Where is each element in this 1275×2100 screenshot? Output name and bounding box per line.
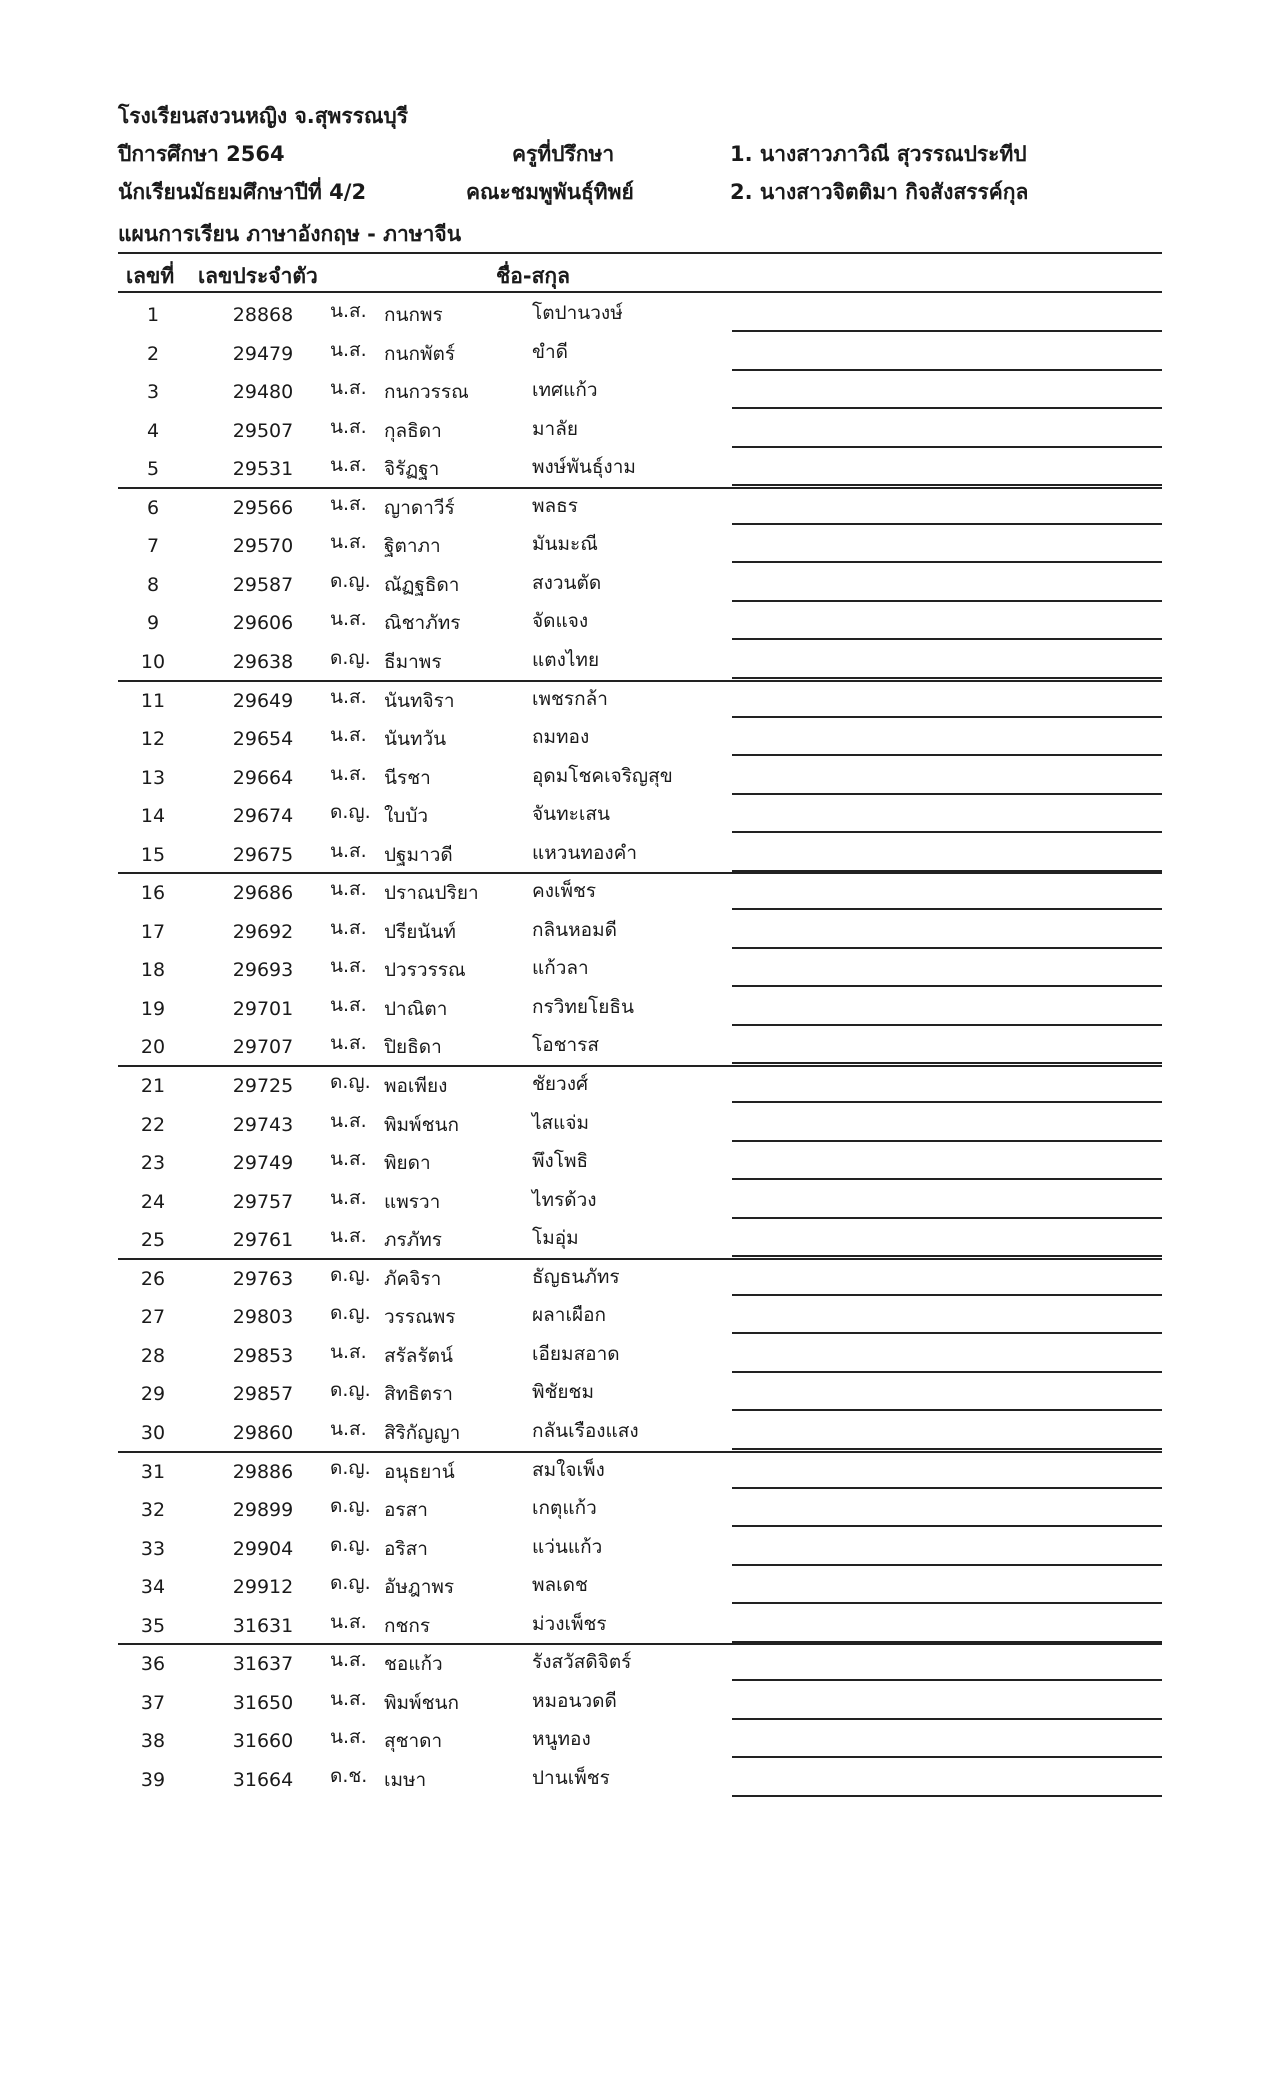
last-name: เพชรกล้า: [532, 687, 608, 710]
first-name: สิริกัญญา: [384, 1421, 461, 1444]
name-prefix: น.ส.: [330, 1225, 367, 1248]
student-id: 28868: [232, 304, 294, 326]
table-row: [0, 294, 1275, 332]
student-number: 37: [140, 1691, 166, 1714]
student-number: 17: [140, 920, 166, 943]
first-name: วรรณพร: [384, 1306, 456, 1329]
student-number: 24: [140, 1190, 166, 1213]
first-name: ปฐมาวดี: [384, 843, 453, 866]
first-name: นีรชา: [384, 766, 431, 789]
last-name: ม่วงเพ็ชร: [532, 1612, 607, 1635]
student-id: 29757: [232, 1190, 294, 1213]
table-row: [0, 1373, 1275, 1411]
first-name: ณัฏฐธิดา: [384, 573, 460, 596]
student-number: 29: [140, 1383, 166, 1406]
name-prefix: ด.ญ.: [330, 646, 371, 669]
name-prefix: น.ส.: [330, 916, 367, 939]
last-name: กลันเรืองแสง: [532, 1419, 639, 1442]
name-prefix: ด.ญ.: [330, 1533, 371, 1556]
first-name: พิยดา: [384, 1152, 431, 1175]
column-header-student-id: เลขประจำตัว: [198, 264, 318, 288]
table-row: [0, 525, 1275, 563]
name-prefix: น.ส.: [330, 955, 367, 978]
table-row: [0, 795, 1275, 833]
table-row: [0, 1605, 1275, 1643]
last-name: โมอุ่ม: [532, 1227, 579, 1250]
first-name: ปิยธิดา: [384, 1036, 442, 1059]
student-number: 7: [146, 535, 160, 558]
last-name: กรวิทยโยธิน: [532, 995, 634, 1018]
student-id: 29675: [232, 843, 294, 866]
student-number: 8: [146, 573, 160, 596]
name-prefix: ด.ญ.: [330, 569, 371, 592]
table-row: [0, 1258, 1275, 1296]
student-id: 29725: [232, 1075, 294, 1097]
name-prefix: น.ส.: [330, 1417, 367, 1440]
last-name: รังสวัสดิจิตร์: [532, 1651, 632, 1674]
last-name: หมอนวดดี: [532, 1689, 617, 1712]
first-name: ภัคจิรา: [384, 1267, 442, 1290]
student-number: 28: [140, 1344, 166, 1367]
student-number: 39: [140, 1768, 166, 1791]
school-name: โรงเรียนสงวนหญิง จ.สุพรรณบุรี: [118, 104, 409, 128]
student-id: 29886: [232, 1460, 294, 1483]
first-name: อัษฎาพร: [384, 1576, 455, 1599]
name-prefix: น.ส.: [330, 531, 367, 554]
last-name: แก้วลา: [532, 957, 589, 980]
student-id: 29803: [232, 1306, 294, 1329]
table-row: [0, 757, 1275, 795]
first-name: นันทจิรา: [384, 689, 455, 712]
student-number: 19: [140, 997, 166, 1020]
first-name: กนกพัตร์: [384, 342, 456, 365]
last-name: เกตุแก้ว: [532, 1497, 597, 1520]
name-prefix: น.ส.: [330, 1687, 367, 1710]
last-name: พลเดช: [532, 1574, 588, 1597]
first-name: แพรวา: [384, 1190, 441, 1213]
last-name: โอชารส: [532, 1034, 599, 1057]
student-number: 22: [140, 1113, 166, 1136]
first-name: สรัลรัตน์: [384, 1344, 453, 1367]
table-row: [0, 872, 1275, 910]
column-header-name: ชื่อ-สกุล: [496, 264, 570, 288]
student-number: 9: [146, 612, 160, 635]
table-row: [0, 448, 1275, 486]
last-name: พิชัยชม: [532, 1381, 594, 1404]
first-name: กุลธิดา: [384, 419, 442, 442]
name-prefix: น.ส.: [330, 839, 367, 862]
study-plan: แผนการเรียน ภาษาอังกฤษ - ภาษาจีน: [118, 222, 462, 246]
first-name: กนกวรรณ: [384, 381, 469, 404]
name-prefix: น.ส.: [330, 685, 367, 708]
student-number: 2: [146, 342, 160, 365]
class-level: นักเรียนมัธยมศึกษาปีที่ 4/2: [118, 180, 367, 204]
student-number: 33: [140, 1537, 166, 1560]
student-number: 16: [140, 882, 166, 905]
student-id: 29857: [232, 1383, 294, 1406]
student-id: 29587: [232, 573, 294, 596]
last-name: มันมะณี: [532, 533, 598, 556]
student-number: 11: [140, 689, 166, 712]
student-id: 29912: [232, 1576, 294, 1599]
first-name: สุชาดา: [384, 1730, 443, 1753]
first-name: จิรัฏฐา: [384, 458, 440, 481]
table-row: [0, 949, 1275, 987]
table-row: [0, 371, 1275, 409]
student-id: 29531: [232, 458, 294, 481]
first-name: นันทวัน: [384, 728, 447, 751]
name-prefix: น.ส.: [330, 1186, 367, 1209]
student-id: 29763: [232, 1267, 294, 1290]
student-id: 31660: [232, 1730, 294, 1753]
name-prefix: น.ส.: [330, 1032, 367, 1055]
student-number: 20: [140, 1036, 166, 1059]
signature-line: [732, 1795, 1162, 1797]
name-prefix: น.ส.: [330, 338, 367, 361]
name-prefix: น.ส.: [330, 454, 367, 477]
table-row: [0, 1720, 1275, 1758]
student-id: 29674: [232, 805, 294, 828]
first-name: พอเพียง: [384, 1075, 448, 1097]
student-id: 29692: [232, 920, 294, 943]
student-number: 25: [140, 1229, 166, 1252]
table-row: [0, 1489, 1275, 1527]
table-row: [0, 1219, 1275, 1257]
last-name: กลินหอมดี: [532, 918, 617, 941]
last-name: หนูทอง: [532, 1728, 591, 1751]
advisor-2: 2. นางสาวจิตติมา กิจสังสรรค์กุล: [730, 180, 1029, 204]
last-name: โตปานวงษ์: [532, 302, 623, 324]
student-number: 26: [140, 1267, 166, 1290]
name-prefix: น.ส.: [330, 377, 367, 400]
table-row: [0, 718, 1275, 756]
student-id: 29743: [232, 1113, 294, 1136]
student-number: 1: [146, 304, 160, 326]
student-id: 29749: [232, 1152, 294, 1175]
student-id: 29899: [232, 1499, 294, 1522]
table-row: [0, 1296, 1275, 1334]
last-name: ถมทอง: [532, 726, 590, 749]
last-name: แหวนทองคำ: [532, 841, 638, 864]
student-id: 31637: [232, 1653, 294, 1676]
student-number: 13: [140, 766, 166, 789]
name-prefix: ด.ญ.: [330, 1071, 371, 1093]
student-number: 34: [140, 1576, 166, 1599]
last-name: พึงโพธิ: [532, 1150, 589, 1173]
student-id: 29570: [232, 535, 294, 558]
student-id: 29606: [232, 612, 294, 635]
student-number: 23: [140, 1152, 166, 1175]
name-prefix: ด.ญ.: [330, 1379, 371, 1402]
name-prefix: น.ส.: [330, 724, 367, 747]
first-name: พิมพ์ชนก: [384, 1691, 459, 1714]
last-name: แว่นแก้ว: [532, 1535, 603, 1558]
table-row: [0, 1643, 1275, 1681]
advisor-heading: ครูที่ปรึกษา: [512, 142, 615, 166]
table-row: [0, 1335, 1275, 1373]
last-name: จันทะเสน: [532, 803, 610, 826]
first-name: กชกร: [384, 1614, 431, 1637]
student-number: 21: [140, 1075, 166, 1097]
student-id: 31664: [232, 1768, 294, 1791]
student-number: 4: [146, 419, 160, 442]
name-prefix: น.ส.: [330, 415, 367, 438]
name-prefix: ด.ญ.: [330, 1495, 371, 1518]
student-id: 31650: [232, 1691, 294, 1714]
student-id: 29707: [232, 1036, 294, 1059]
first-name: ปาณิตา: [384, 997, 448, 1020]
last-name: มาลัย: [532, 417, 578, 440]
student-number: 5: [146, 458, 160, 481]
name-prefix: ด.ญ.: [330, 801, 371, 824]
last-name: เทศแก้ว: [532, 379, 598, 402]
name-prefix: น.ส.: [330, 300, 367, 322]
table-row: [0, 333, 1275, 371]
student-id: 29654: [232, 728, 294, 751]
table-row: [0, 1142, 1275, 1180]
table-row: [0, 410, 1275, 448]
last-name: ปานเพ็ชร: [532, 1766, 610, 1789]
student-number: 10: [140, 650, 166, 673]
student-id: 31631: [232, 1614, 294, 1637]
student-id: 29701: [232, 997, 294, 1020]
table-row: [0, 1451, 1275, 1489]
student-id: 29761: [232, 1229, 294, 1252]
name-prefix: ด.ญ.: [330, 1263, 371, 1286]
first-name: ฐิตาภา: [384, 535, 441, 558]
student-number: 38: [140, 1730, 166, 1753]
last-name: พลธร: [532, 494, 578, 517]
student-id: 29638: [232, 650, 294, 673]
student-id: 29686: [232, 882, 294, 905]
table-row: [0, 1065, 1275, 1103]
table-row: [0, 1759, 1275, 1797]
student-number: 35: [140, 1614, 166, 1637]
table-row: [0, 1412, 1275, 1450]
table-row: [0, 1566, 1275, 1604]
table-row: [0, 564, 1275, 602]
table-row: [0, 602, 1275, 640]
table-row: [0, 1181, 1275, 1219]
name-prefix: น.ส.: [330, 1109, 367, 1132]
name-prefix: ด.ญ.: [330, 1572, 371, 1595]
name-prefix: ด.ญ.: [330, 1302, 371, 1325]
table-row: [0, 988, 1275, 1026]
student-number: 32: [140, 1499, 166, 1522]
student-id: 29853: [232, 1344, 294, 1367]
last-name: ผลาเผือก: [532, 1304, 606, 1327]
column-header-no: เลขที่: [126, 264, 175, 288]
student-id: 29566: [232, 496, 294, 519]
first-name: ปรียนันท์: [384, 920, 456, 943]
last-name: พงษ์พันธุ์งาม: [532, 456, 636, 479]
student-number: 3: [146, 381, 160, 404]
student-id: 29480: [232, 381, 294, 404]
student-number: 6: [146, 496, 160, 519]
first-name: ณิชาภัทร: [384, 612, 461, 635]
table-row: [0, 1104, 1275, 1142]
name-prefix: น.ส.: [330, 608, 367, 631]
student-id: 29507: [232, 419, 294, 442]
last-name: ไทรด้วง: [532, 1188, 597, 1211]
last-name: เอียมสอาด: [532, 1342, 620, 1365]
first-name: ภรภัทร: [384, 1229, 442, 1252]
table-row: [0, 911, 1275, 949]
advisor-1: 1. นางสาวภาวิณี สุวรรณประทีป: [730, 142, 1027, 166]
first-name: กนกพร: [384, 304, 443, 326]
student-number: 30: [140, 1421, 166, 1444]
name-prefix: น.ส.: [330, 1649, 367, 1672]
last-name: แตงไทย: [532, 648, 600, 671]
student-id: 29664: [232, 766, 294, 789]
last-name: สมใจเพ็ง: [532, 1458, 605, 1481]
last-name: จัดแจง: [532, 610, 589, 633]
student-number: 12: [140, 728, 166, 751]
first-name: พิมพ์ชนก: [384, 1113, 459, 1136]
first-name: เมษา: [384, 1768, 427, 1791]
student-number: 18: [140, 959, 166, 982]
name-prefix: น.ส.: [330, 1148, 367, 1171]
first-name: ปวรวรรณ: [384, 959, 466, 982]
student-id: 29860: [232, 1421, 294, 1444]
first-name: ธีมาพร: [384, 650, 442, 673]
first-name: ชอแก้ว: [384, 1653, 443, 1676]
student-id: 29649: [232, 689, 294, 712]
name-prefix: น.ส.: [330, 878, 367, 901]
table-row: [0, 487, 1275, 525]
first-name: อริสา: [384, 1537, 428, 1560]
student-id: 29904: [232, 1537, 294, 1560]
table-row: [0, 641, 1275, 679]
last-name: ขำดี: [532, 340, 568, 363]
name-prefix: น.ส.: [330, 1340, 367, 1363]
first-name: สิทธิตรา: [384, 1383, 453, 1406]
student-number: 36: [140, 1653, 166, 1676]
last-name: อุดมโชคเจริญสุข: [532, 764, 673, 787]
faculty-name: คณะชมพูพันธุ์ทิพย์: [466, 180, 634, 204]
last-name: ธัญธนภัทร: [532, 1265, 620, 1288]
name-prefix: น.ส.: [330, 762, 367, 785]
table-row: [0, 834, 1275, 872]
table-row: [0, 1682, 1275, 1720]
name-prefix: น.ส.: [330, 492, 367, 515]
last-name: ไสแจ่ม: [532, 1111, 590, 1134]
first-name: ใบบัว: [384, 805, 429, 828]
student-id: 29479: [232, 342, 294, 365]
table-row: [0, 1528, 1275, 1566]
last-name: คงเพ็ชร: [532, 880, 597, 903]
last-name: ชัยวงศ์: [532, 1073, 589, 1095]
name-prefix: ด.ญ.: [330, 1456, 371, 1479]
first-name: ญาดาวีร์: [384, 496, 455, 519]
student-number: 31: [140, 1460, 166, 1483]
last-name: สงวนตัด: [532, 571, 602, 594]
name-prefix: ด.ช.: [330, 1764, 368, 1787]
table-row: [0, 1026, 1275, 1064]
student-number: 14: [140, 805, 166, 828]
name-prefix: น.ส.: [330, 1726, 367, 1749]
table-row: [0, 680, 1275, 718]
student-id: 29693: [232, 959, 294, 982]
academic-year: ปีการศึกษา 2564: [118, 142, 285, 166]
student-number: 15: [140, 843, 166, 866]
student-number: 27: [140, 1306, 166, 1329]
name-prefix: น.ส.: [330, 993, 367, 1016]
first-name: ปราณปริยา: [384, 882, 479, 905]
first-name: อรสา: [384, 1499, 428, 1522]
first-name: อนุธยาน์: [384, 1460, 455, 1483]
name-prefix: น.ส.: [330, 1610, 367, 1633]
